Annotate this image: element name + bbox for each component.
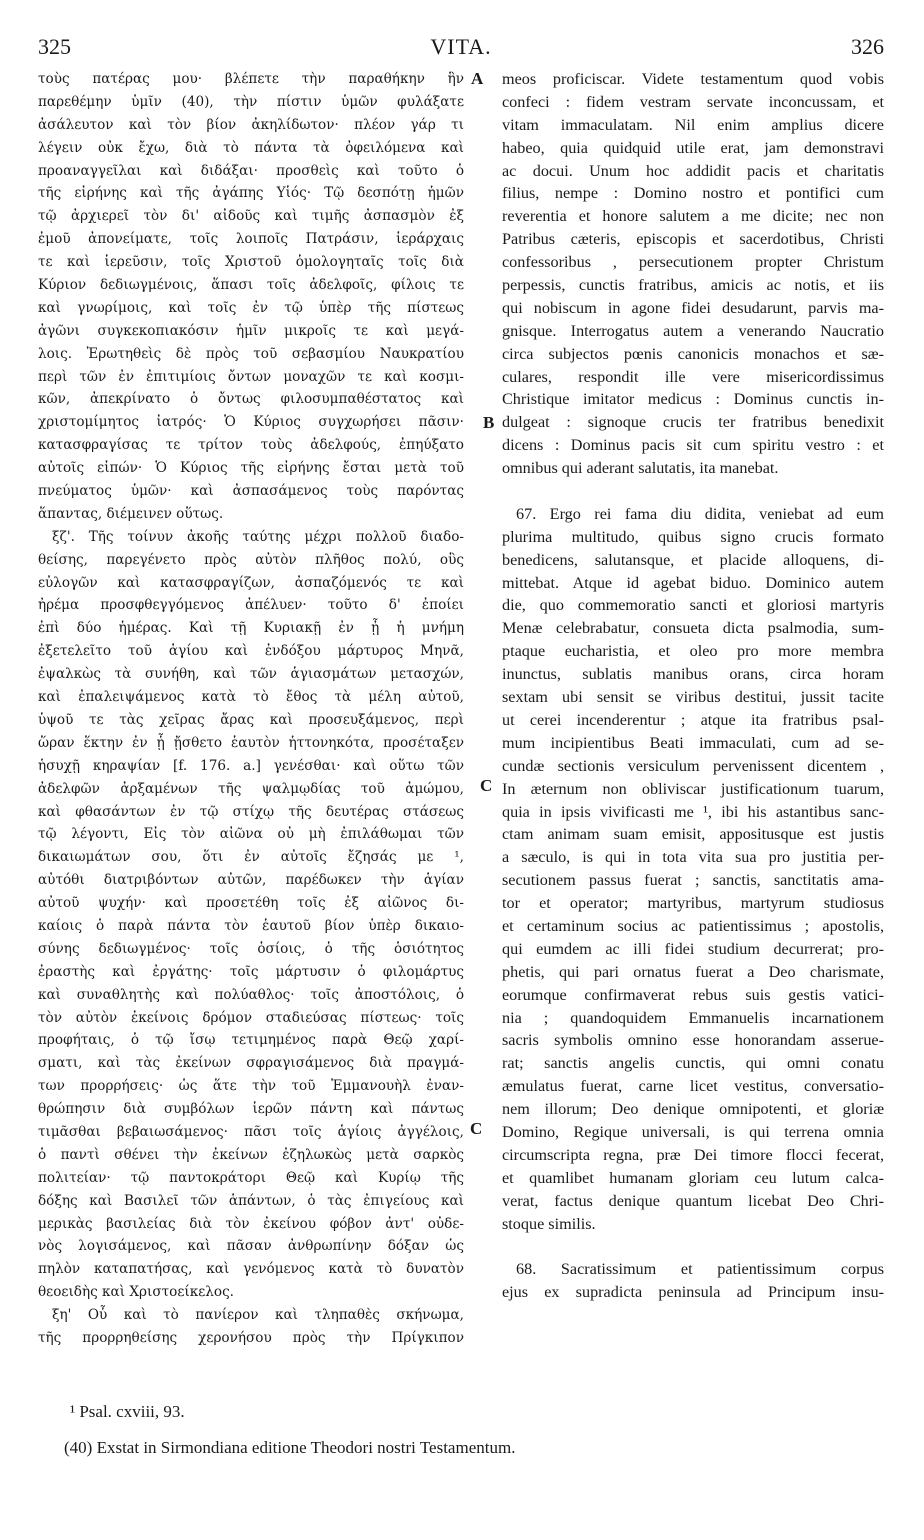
text-line: habeo, quia quidquid utile erat, jam demonstravi: [502, 138, 884, 157]
text-line: phetis, qui pari ornatus fuerat a Deo charismate,: [502, 962, 884, 981]
text-line: qui nobiscum in agone fidei desudarunt, parvis ma-: [502, 298, 884, 317]
text-line: 67. Ergo rei fama diu didita, veniebat ad eum: [516, 504, 884, 523]
text-line: confessoribus , persecutionem propter Christum: [502, 253, 884, 272]
greek-line: τιμᾶσθαι βεβαιωσάμενος· πᾶσι τοῖς ἁγίοις ἀγγέλοις,: [38, 1123, 464, 1140]
greek-line: νὸς λογισάμενος, καὶ πᾶσαν ἀνθρωπίνην δόξαν ὡς: [38, 1238, 464, 1255]
text-line: dulgeat : signoque crucis ter fratribus benedixit: [502, 413, 884, 432]
margin-letter-c: C: [480, 776, 493, 795]
greek-line: ἀδελφῶν ἀρξαμένων τῆς ψαλμῳδίας τοῦ ἀμώμου,: [38, 780, 464, 797]
greek-line: των προρρήσεις· ὡς ἅτε τὴν τοῦ Ἐμμανουὴλ ἐναν-: [38, 1078, 464, 1095]
footnote-psalm: ¹ Psal. cxviii, 93.: [70, 1402, 185, 1421]
greek-line: πηλὸν καταπατήσας, καὶ γενόμενος κατὰ τὸ δυνατὸν: [38, 1261, 464, 1278]
greek-line: ὁ παντὶ σθένει τὴν ἐκείνων ἐζηλωκὼς μετὰ σαρκὸς: [38, 1146, 464, 1163]
greek-line: κῶν, ἀπεκρίνατο ὁ ὄντως φιλοσυμπαθέστατος καὶ: [38, 391, 464, 408]
text-line: perpessis, cunctis fratribus, amicis ac notis, et iis: [502, 276, 884, 295]
greek-line: ὑψοῦ τε τὰς χεῖρας ἄρας καὶ προσευξάμενος, περὶ: [38, 711, 464, 728]
text-line: quia in ipsis vivificasti me ¹, ibi his astantibus sanc-: [502, 802, 884, 821]
running-title: VITA.: [430, 34, 492, 59]
text-line: plurima multitudo, quibus signo crucis formato: [502, 527, 884, 546]
greek-line: δικαιωμάτων σου, ὅτι ἐν αὐτοῖς ἔζησάς με ¹,: [38, 849, 464, 866]
greek-line: προφήταις, ὁ τῷ ἴσῳ τετιμημένος παρὰ Θεῷ χαρί-: [38, 1032, 464, 1049]
text-line: Menæ celebrabatur, consueta dicta psalmodia, sum-: [502, 619, 884, 638]
text-line: In æternum non obliviscar justificationum tuarum,: [502, 779, 884, 798]
text-line: rat; sanctis angelis cunctis, qui omni conatu: [502, 1054, 884, 1073]
greek-line: καὶ φθασάντων ἐν τῷ στίχῳ τῆς δευτέρας στάσεως: [38, 803, 464, 820]
greek-line: ἅπαντας, διέμεινεν οὕτως.: [38, 505, 224, 522]
greek-line: ἡσυχῇ κηραψίαν [f. 176. a.] γενέσθαι· καὶ οὕτω τῶν: [38, 757, 464, 774]
greek-line: ἐπὶ δύο ἡμέρας. Καὶ τῇ Κυριακῇ ἐν ᾗ ἡ μνήμη: [38, 620, 464, 637]
text-line: benedicens, salutansque, et placide alloquens, di-: [502, 550, 884, 569]
text-line: ctam animam suam emisit, appositusque est justis: [502, 825, 884, 844]
greek-line: πολιτείαν· τῷ παντοκράτορι Θεῷ καὶ Κυρίῳ τῆς: [38, 1169, 464, 1186]
greek-line: ἠρέμα προσφθεγγόμενος ἀπέλυεν· τοῦτο δ' ἐποίει: [38, 597, 464, 614]
greek-line: λέγειν οὐκ ἔχω, διὰ τὸ πάντα τὰ ὀφειλόμενα καὶ: [38, 139, 464, 156]
text-line: nem illorum; Deo denique omnipotenti, et gloriæ: [502, 1100, 884, 1119]
text-line: a sæculo, is qui in tota vita sua pro justitia per-: [502, 848, 884, 867]
greek-line: καὶ γνωρίμοις, καὶ τοῖς ἐν τῷ ὑπὲρ τῆς πίστεως: [38, 299, 464, 316]
greek-line: καίοις ὁ παρὰ πάντα τὸν ἑαυτοῦ βίον ὑπὲρ δικαιο-: [38, 917, 464, 934]
greek-column: [38, 68, 464, 1350]
text-line: qui eumdem ac illi fidei studium decurrerat; pro-: [502, 939, 884, 958]
text-line: ut cerei incenderentur ; atque ita fratribus psal-: [502, 710, 884, 729]
text-line: mum incipientibus Beati immaculati, cum ad se-: [502, 733, 884, 752]
text-line: eorumque confirmaverat rebus suis gestis vatici-: [502, 985, 884, 1004]
text-line: circa subjectos pœnis canonicis monachos et sæ-: [502, 344, 884, 363]
greek-line: ξη' Οὗ καὶ τὸ πανίερον καὶ τληπαθὲς σκήνωμα,: [52, 1307, 464, 1324]
text-line: ac docui. Unum hoc addidit pacis et charitatis: [502, 161, 884, 180]
text-line: ptaque eucharistia, et oleo pro more membra: [502, 642, 884, 661]
greek-line: δόξης καὶ Βασιλεῖ τῶν ἁπάντων, ὁ τὰς ἐπιγείους καὶ: [38, 1192, 464, 1209]
text-line: sextam ubi sensit se viribus destitui, jussit tacite: [502, 688, 884, 707]
text-line: verat, factus denique quantum licebat Deo Chri-: [502, 1191, 884, 1210]
greek-line: θρώπησιν διὰ συμβόλων ἱερῶν πάντη καὶ πάντως: [38, 1101, 464, 1118]
text-line: æmulatus fuerat, carne licet vestitus, conversatio-: [502, 1077, 884, 1096]
greek-line: τῷ ἀρχιερεῖ τὸν δι' αἰδοῦς καὶ τιμῆς ἀσπασμὸν ἐξ: [38, 208, 464, 225]
paragraph-gap: [502, 1235, 884, 1258]
greek-line: ἀγῶνι συγκεκοπιακόσιν ἡμῖν μικροῖς τε καὶ μεγά-: [38, 322, 464, 339]
text-line: meos proficiscar. Videte testamentum quod vobis: [502, 70, 884, 88]
greek-line: εὐλογῶν καὶ κατασφραγίζων, ἀσπαζόμενός τε καὶ: [38, 574, 464, 591]
margin-letter-c-lower: C: [470, 1119, 483, 1138]
margin-letter-b: B: [483, 413, 495, 432]
greek-line: χριστομίμητος ἰατρός· Ὁ Κύριος συγχωρήσει πᾶσιν·: [38, 414, 464, 431]
greek-line: Κύριον δεδιωγμένοις, ἅπασι τοῖς ἀδελφοῖς, φίλοις τε: [38, 277, 464, 294]
text-line: inunctus, sublatis manibus orans, circa horam: [502, 665, 884, 684]
text-line: mittebat. Atque id agebat biduo. Dominico autem: [502, 573, 884, 592]
text-line: gnisque. Interrogatus autem a venerando Naucratio: [502, 321, 884, 340]
text-line: secutionem passus fuerat ; sanctis, sanctitatis ama-: [502, 871, 884, 890]
text-line: stoque similis.: [502, 1214, 596, 1233]
greek-line: αὐτοῖς εἰπών· Ὁ Κύριος τῆς εἰρήνης ἔσται μετὰ τοῦ: [38, 460, 464, 477]
greek-line: τὸν αὐτὸν ἐκείνοις δρόμον σταδιεύσας πίστεως· τοῖς: [38, 1009, 464, 1026]
greek-line: ἐξετελεῖτο τοῦ ἁγίου καὶ ἐνδόξου μάρτυρος Μηνᾶ,: [38, 643, 464, 660]
text-line: dicens : Dominus pacis sit cum spiritu vestro : et: [502, 436, 884, 455]
text-line: filius, nempe : Domino nostro et pontifici cum: [502, 184, 884, 203]
text-line: Domino, Regique universali, is qui terrena omnia: [502, 1122, 884, 1141]
greek-line: κατασφραγίσας τε τρίτον τοὺς ἀδελφούς, ἐπηύξατο: [38, 437, 464, 454]
greek-line: τοὺς πατέρας μου· βλέπετε τὴν παραθήκην ἣν: [38, 71, 464, 87]
text-line: die, quo commemoratio sancti et gloriosi martyris: [502, 596, 884, 615]
greek-line: πνεύματος ὑμῶν· καὶ ἀσπασάμενος τοὺς παρόντας: [38, 483, 464, 500]
text-line: confeci : fidem vestram servate inconcussam, et: [502, 92, 884, 111]
greek-line: θείσης, παρεγένετο πρὸς αὐτὸν πλῆθος πολύ, οὓς: [38, 551, 464, 568]
right-page-number: 326: [851, 34, 884, 59]
greek-line: λοις. Ἐρωτηθεὶς δὲ πρὸς τοῦ σεβασμίου Ναυκρατίου: [38, 345, 464, 362]
left-page-number: 325: [38, 34, 71, 59]
text-line: vitam immaculatam. Nil enim amplius dicere: [502, 115, 884, 134]
greek-line: προαναγγεῖλαι καὶ διδάξαι· προσθεὶς καὶ τοῦτο ὁ: [38, 162, 464, 179]
text-line: circumscripta regna, præ Dei timore flocci fecerat,: [502, 1145, 884, 1164]
greek-line: ξζ'. Τῆς τοίνυν ἀκοῆς ταύτης μέχρι πολλοῦ διαδο-: [52, 528, 464, 545]
greek-line: σματι, καὶ τὰς ἐκείνων σφραγισάμενος διὰ πραγμά-: [38, 1055, 464, 1072]
text-line: ejus ex supradicta peninsula ad Principum insu-: [502, 1283, 884, 1302]
text-line: sacris symbolis omnino esse honorandam asserue-: [502, 1031, 884, 1050]
greek-line: σύνης δεδιωγμένος· τοῖς ὁσίοις, ὁ τῆς ὁσιότητος: [38, 940, 464, 957]
text-line: omnibus qui aderant salutatis, ita manebat.: [502, 459, 779, 478]
greek-line: ἐραστὴς καὶ ἐργάτης· τοῖς μάρτυσιν ὁ φιλομάρτυς: [38, 963, 464, 980]
greek-line: μερικὰς βασιλείας διὰ τὸν ἐκείνου φόβον ἀντ' οὐδε-: [38, 1215, 464, 1232]
footnote-40: (40) Exstat in Sirmondiana editione Theodori nostri Testamentum.: [64, 1438, 516, 1457]
greek-line: τῷ λέγοντι, Εἰς τὸν αἰῶνα οὐ μὴ ἐπιλάθωμαι τῶν: [38, 826, 464, 843]
text-line: et quamlibet humanam gloriam ceu lutum calca-: [502, 1168, 884, 1187]
text-line: tor et operator; martyribus, martyrum studiosus: [502, 894, 884, 913]
text-line: culares, respondit ille vere misericordissimus: [502, 367, 884, 386]
greek-line: αὐτόθι διατριβόντων αὐτῶν, παρέδωκεν τὴν ἁγίαν: [38, 872, 464, 889]
greek-line: θεοειδὴς καὶ Χριστοείκελος.: [38, 1284, 235, 1301]
greek-line: παρεθέμην ὑμῖν (40), τὴν πίστιν ὑμῶν φυλάξατε: [38, 93, 464, 110]
greek-line: καὶ ἐπαλειψάμενος κατὰ τὸ ἔθος τὰ μέλη αὐτοῦ,: [38, 689, 464, 706]
text-line: reverentia et honore salutem a me dicite; nec non: [502, 207, 884, 226]
greek-line: τῆς προρρηθείσης χερονήσου πρὸς τὴν Πρίγκιπον: [38, 1329, 464, 1346]
text-line: cundæ sectionis versiculum pervenissent dicentem ,: [502, 756, 884, 775]
text-line: Patribus cæteris, episcopis et sacerdotibus, Christi: [502, 230, 884, 249]
running-header: [38, 34, 884, 62]
greek-line: τε καὶ ἱερεῦσιν, τοῖς Χριστοῦ ὁμολογηταῖς τοῖς διὰ: [38, 254, 464, 271]
greek-line: αὐτοῦ ψυχήν· καὶ προσετέθη τοῖς ἐξ αἰῶνος δι-: [38, 895, 464, 912]
text-line: nia ; quandoquidem Emmanuelis incarnationem: [502, 1008, 884, 1027]
greek-line: ἐμοῦ ἀπονείματε, τοῖς λοιποῖς Πατράσιν, ἱεράρχαις: [38, 231, 464, 248]
greek-line: καὶ συναθλητὴς καὶ πολύαθλος· τοῖς ἀποστόλοις, ὁ: [38, 986, 464, 1003]
paragraph-gap: [502, 480, 884, 503]
text-line: Christique imitator medicus : Dominus cunctis in-: [502, 390, 884, 409]
greek-line: περὶ τῶν ἐν ἐπιτιμίοις ὄντων μοναχῶν τε καὶ κοσμι-: [38, 368, 464, 385]
greek-line: ἀσάλευτον καὶ τὸν βίον ἀκηλίδωτον· πλέον γάρ τι: [38, 116, 464, 133]
latin-column: [502, 68, 884, 1304]
greek-line: ὥραν ἕκτην ἐν ᾗ ᾔσθετο ἑαυτὸν ἡττονηκότα, προσέταξεν: [38, 734, 464, 751]
greek-line: ἐψαλκὼς τὰ συνήθη, καὶ τῶν ἁγιασμάτων μετασχών,: [38, 666, 464, 683]
text-line: et certaminum socius ac patientissimus ; apostolis,: [502, 916, 884, 935]
margin-letter-a: A: [471, 69, 484, 88]
greek-line: τῆς εἰρήνης καὶ τῆς ἀγάπης Υἱός· Τῷ δεσπότῃ ἡμῶν: [38, 185, 464, 202]
text-line: 68. Sacratissimum et patientissimum corpus: [516, 1260, 884, 1279]
